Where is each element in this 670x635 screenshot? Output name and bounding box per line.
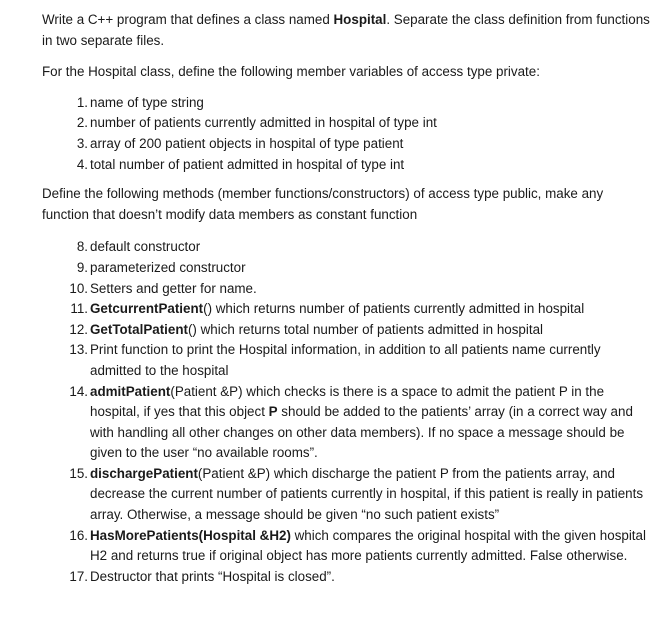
item-text: which compares the original hospital with the given hospital H2 and returns true if original object has more patients currently admitted. False otherwise. bbox=[90, 527, 646, 564]
list-item bbox=[42, 567, 652, 588]
intro-class-name: Hospital bbox=[333, 12, 387, 27]
method-name: admitPatient bbox=[90, 383, 171, 399]
item-text: (Patient &P) which checks is there is a space to admit the patient P in the hospital, if yes that this object bbox=[90, 383, 605, 420]
item-text: Print function to print the Hospital information, in addition to all patients name currently admitted to the hospital bbox=[90, 342, 601, 378]
item-text: (Patient &P) which discharge the patient P from the patients array, and decrease the current number of patients currently in hospital, if this patient is really in patients array. Otherwise, a message should be given “no such patient exists” bbox=[90, 465, 644, 523]
list-item bbox=[42, 93, 652, 114]
item-number: 17. bbox=[69, 568, 88, 584]
list-item bbox=[42, 155, 652, 176]
item-text: () which returns total number of patients admitted in hospital bbox=[187, 321, 543, 337]
item-text: () which returns number of patients currently admitted in hospital bbox=[203, 301, 585, 317]
item-text: number of patients currently admitted in hospital of type int bbox=[90, 115, 437, 131]
item-text: Setters and getter for name. bbox=[90, 280, 257, 296]
methods-intro: Define the following methods (member functions/constructors) of access type public, make any function that doesn’t modify data members as constant function bbox=[42, 186, 604, 222]
item-number: 1. bbox=[76, 94, 88, 110]
methods-list bbox=[42, 237, 652, 587]
list-item bbox=[42, 279, 652, 300]
item-text: default constructor bbox=[90, 239, 201, 255]
item-number: 14. bbox=[69, 383, 88, 399]
item-number: 13. bbox=[69, 342, 88, 358]
object-name: P bbox=[268, 404, 278, 420]
list-item bbox=[42, 340, 652, 381]
item-number: 10. bbox=[69, 280, 88, 296]
members-intro: For the Hospital class, define the following member variables of access type private: bbox=[42, 64, 540, 80]
method-name: dischargePatient bbox=[90, 465, 198, 481]
list-item bbox=[42, 526, 652, 567]
item-text: Destructor that prints “Hospital is closed”. bbox=[90, 568, 335, 584]
item-number: 2. bbox=[76, 115, 88, 131]
list-item bbox=[42, 258, 652, 279]
method-name: GetTotalPatient bbox=[90, 321, 188, 337]
item-number: 11. bbox=[70, 301, 88, 317]
item-number: 8. bbox=[76, 239, 88, 255]
item-text: name of type string bbox=[90, 94, 204, 110]
item-text: total number of patient admitted in hospital of type int bbox=[90, 156, 405, 172]
item-text-continued: should be added to the patients’ array (in a correct way and with handling all other changes on other data members). If no space a message should be given to the user “no available rooms”. bbox=[90, 404, 633, 461]
members-list bbox=[42, 93, 652, 175]
method-name: HasMorePatients(Hospital &H2) bbox=[90, 527, 291, 543]
item-number: 9. bbox=[76, 259, 88, 275]
list-item bbox=[42, 382, 652, 464]
item-number: 12. bbox=[69, 321, 88, 337]
intro-paragraph bbox=[42, 10, 652, 51]
item-number: 15. bbox=[69, 465, 88, 481]
intro-text-post: . Separate the class definition from functions in two separate files. bbox=[42, 12, 650, 48]
method-name: GetcurrentPatient bbox=[90, 301, 204, 317]
list-item bbox=[42, 134, 652, 155]
list-item bbox=[42, 320, 652, 341]
list-item bbox=[42, 464, 652, 526]
item-number: 4. bbox=[76, 156, 88, 172]
item-number: 16. bbox=[69, 527, 88, 543]
item-text: parameterized constructor bbox=[90, 259, 246, 275]
list-item bbox=[42, 237, 652, 258]
list-item bbox=[42, 113, 652, 134]
item-number: 3. bbox=[76, 135, 88, 151]
item-text: array of 200 patient objects in hospital of type patient bbox=[90, 135, 404, 151]
intro-text-pre: Write a C++ program that defines a class named bbox=[42, 12, 334, 27]
list-item bbox=[42, 299, 652, 320]
